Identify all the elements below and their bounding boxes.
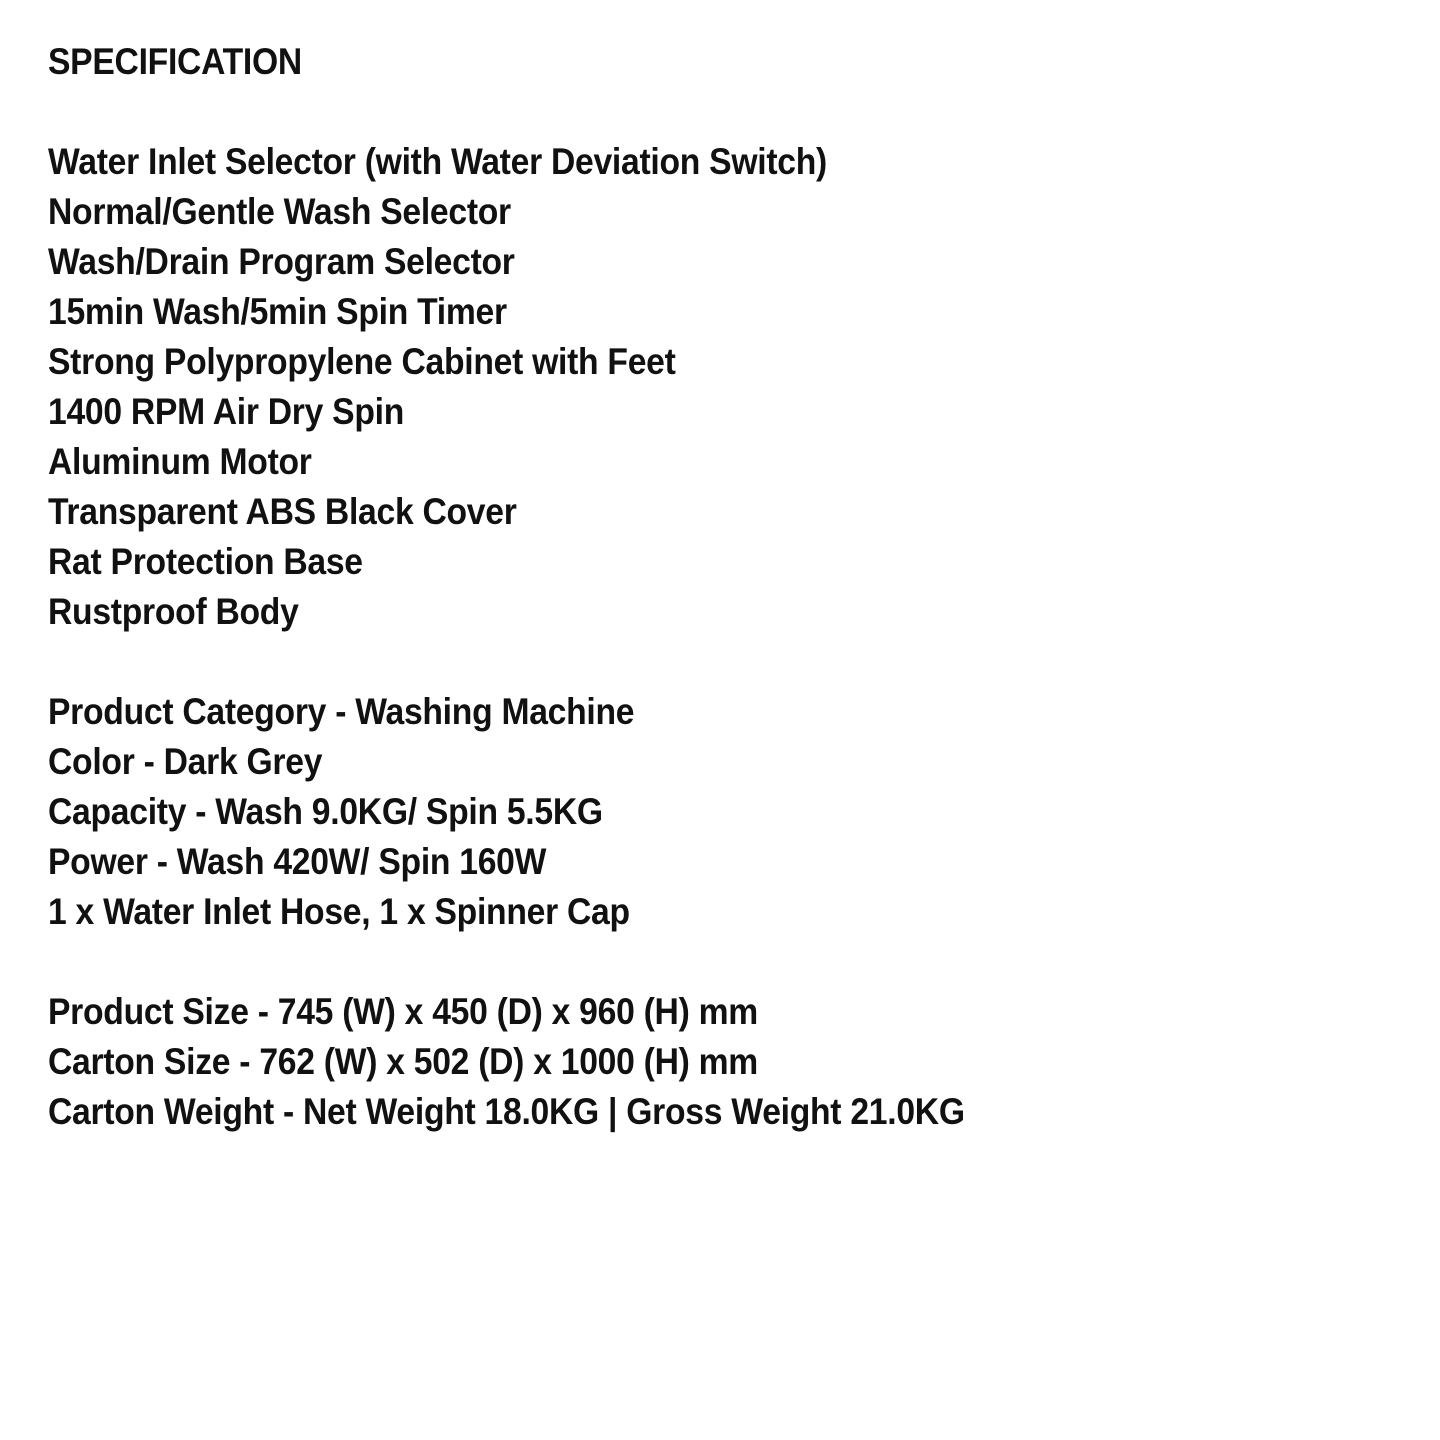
feature-line: Rustproof Body <box>48 591 299 632</box>
product-detail-line: Capacity - Wash 9.0KG/ Spin 5.5KG <box>48 791 603 832</box>
feature-line: Aluminum Motor <box>48 441 312 482</box>
product-detail-line: 1 x Water Inlet Hose, 1 x Spinner Cap <box>48 891 630 932</box>
feature-line: 1400 RPM Air Dry Spin <box>48 391 405 432</box>
packaging-detail-line: Carton Weight - Net Weight 18.0KG | Gross Weight 21.0KG <box>48 1091 965 1132</box>
feature-line: Normal/Gentle Wash Selector <box>48 191 511 232</box>
packaging-details-list <box>48 987 965 1137</box>
feature-line: 15min Wash/5min Spin Timer <box>48 291 507 332</box>
feature-line: Transparent ABS Black Cover <box>48 491 517 532</box>
packaging-detail-line: Carton Size - 762 (W) x 502 (D) x 1000 (H) mm <box>48 1041 758 1082</box>
product-details-list <box>48 687 965 937</box>
features-list <box>48 137 965 637</box>
feature-line: Strong Polypropylene Cabinet with Feet <box>48 341 676 382</box>
product-detail-line: Color - Dark Grey <box>48 741 323 782</box>
specification-sheet <box>48 37 965 1187</box>
packaging-detail-line: Product Size - 745 (W) x 450 (D) x 960 (H) mm <box>48 991 758 1032</box>
page-title: SPECIFICATION <box>48 41 302 82</box>
feature-line: Rat Protection Base <box>48 541 363 582</box>
product-detail-line: Product Category - Washing Machine <box>48 691 635 732</box>
product-detail-line: Power - Wash 420W/ Spin 160W <box>48 841 547 882</box>
feature-line: Wash/Drain Program Selector <box>48 241 515 282</box>
feature-line: Water Inlet Selector (with Water Deviation Switch) <box>48 141 827 182</box>
